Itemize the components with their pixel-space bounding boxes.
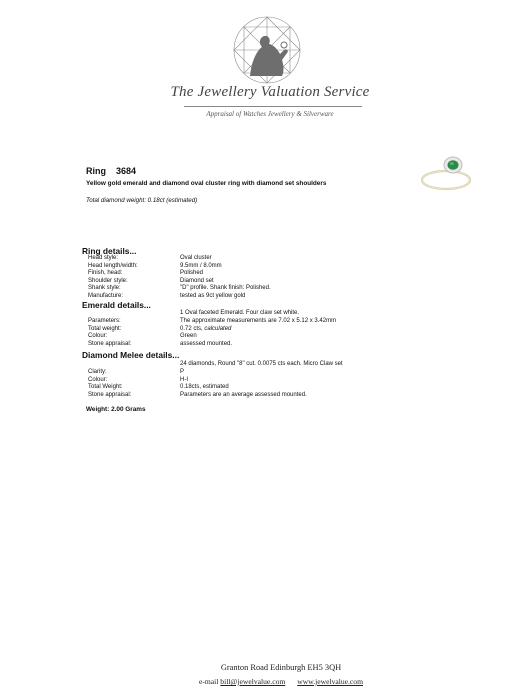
footer-contact [150, 677, 412, 686]
detail-label: Shank style: [88, 285, 121, 292]
total-weight-value: 0.72 cts, [180, 325, 205, 332]
brand-title: The Jewellery Valuation Service [170, 84, 370, 100]
melee-details-labels [88, 369, 131, 399]
emerald-details-labels [88, 318, 131, 348]
detail-label: Finish, head: [88, 270, 123, 277]
brand-divider [184, 106, 362, 107]
detail-value: Diamond set [180, 277, 214, 284]
footer-address: Granton Road Edinburgh EH5 3QH [220, 663, 342, 672]
total-weight-note: calculated [204, 325, 232, 332]
item-description: Yellow gold emerald and diamond oval cluster ring with diamond set shoulders [86, 180, 327, 187]
detail-label: Head style: [88, 255, 119, 261]
detail-value: 0.18cts, estimated [180, 384, 229, 391]
detail-label: Head length/width: [88, 262, 138, 269]
melee-intro: 24 diamonds, Round "8" cut. 0.0075 cts each. Micro Claw set [180, 361, 343, 367]
detail-value: 9.5mm / 8.0mm [180, 262, 222, 269]
detail-label: Stone appraisal: [88, 340, 132, 347]
ring-details-labels [88, 255, 138, 301]
email-prefix: e-mail [199, 677, 221, 686]
detail-value [180, 326, 336, 334]
detail-label: Colour: [88, 333, 108, 340]
item-number: 3684 [116, 166, 137, 176]
melee-details-values [180, 369, 307, 399]
ring-thumbnail [416, 148, 476, 196]
emerald-details-values [180, 318, 336, 348]
detail-value: P [180, 369, 185, 375]
detail-label: Colour: [88, 376, 108, 383]
detail-value: H-I [180, 376, 188, 383]
detail-label: Total Weight: [88, 384, 123, 391]
detail-value: Green [180, 333, 197, 340]
detail-label: Manufacture: [88, 292, 124, 299]
item-type: Ring [86, 166, 106, 176]
detail-value: assessed mounted. [180, 340, 233, 347]
detail-label: Shoulder style: [88, 277, 128, 284]
item-weight: Weight: 2.00 Grams [86, 406, 146, 413]
ring-details-heading: Ring details... [82, 246, 137, 256]
total-diamond-weight: Total diamond weight: 0.18ct (estimated) [86, 197, 198, 204]
detail-value: "D" profile. Shank finish: Polished. [180, 285, 271, 292]
ring-details-values [180, 255, 271, 301]
detail-value: tested as 9ct yellow gold [180, 292, 246, 299]
detail-value: Oval cluster [180, 255, 212, 261]
emerald-details-heading: Emerald details... [82, 300, 151, 310]
email-link[interactable]: bill@jewelvalue.com [220, 677, 286, 686]
detail-label: Clarity: [88, 369, 107, 375]
website-link[interactable]: www.jewelvalue.com [297, 677, 363, 686]
melee-details-heading: Diamond Melee details... [82, 350, 180, 360]
detail-label: Parameters: [88, 318, 121, 324]
emerald-intro: 1 Oval faceted Emerald. Four claw set white. [180, 310, 300, 316]
detail-label: Total weight: [88, 325, 122, 332]
detail-value: The approximate measurements are 7.02 x 5.12 x 3.42mm [180, 318, 337, 324]
brand-subtitle: Appraisal of Watches Jewellery & Silverware [206, 110, 334, 118]
detail-label: Stone appraisal: [88, 391, 132, 398]
detail-value: Parameters are an average assessed mounted. [180, 391, 307, 398]
detail-value: Polished [180, 270, 204, 277]
company-logo [212, 14, 322, 86]
item-title [86, 166, 136, 176]
